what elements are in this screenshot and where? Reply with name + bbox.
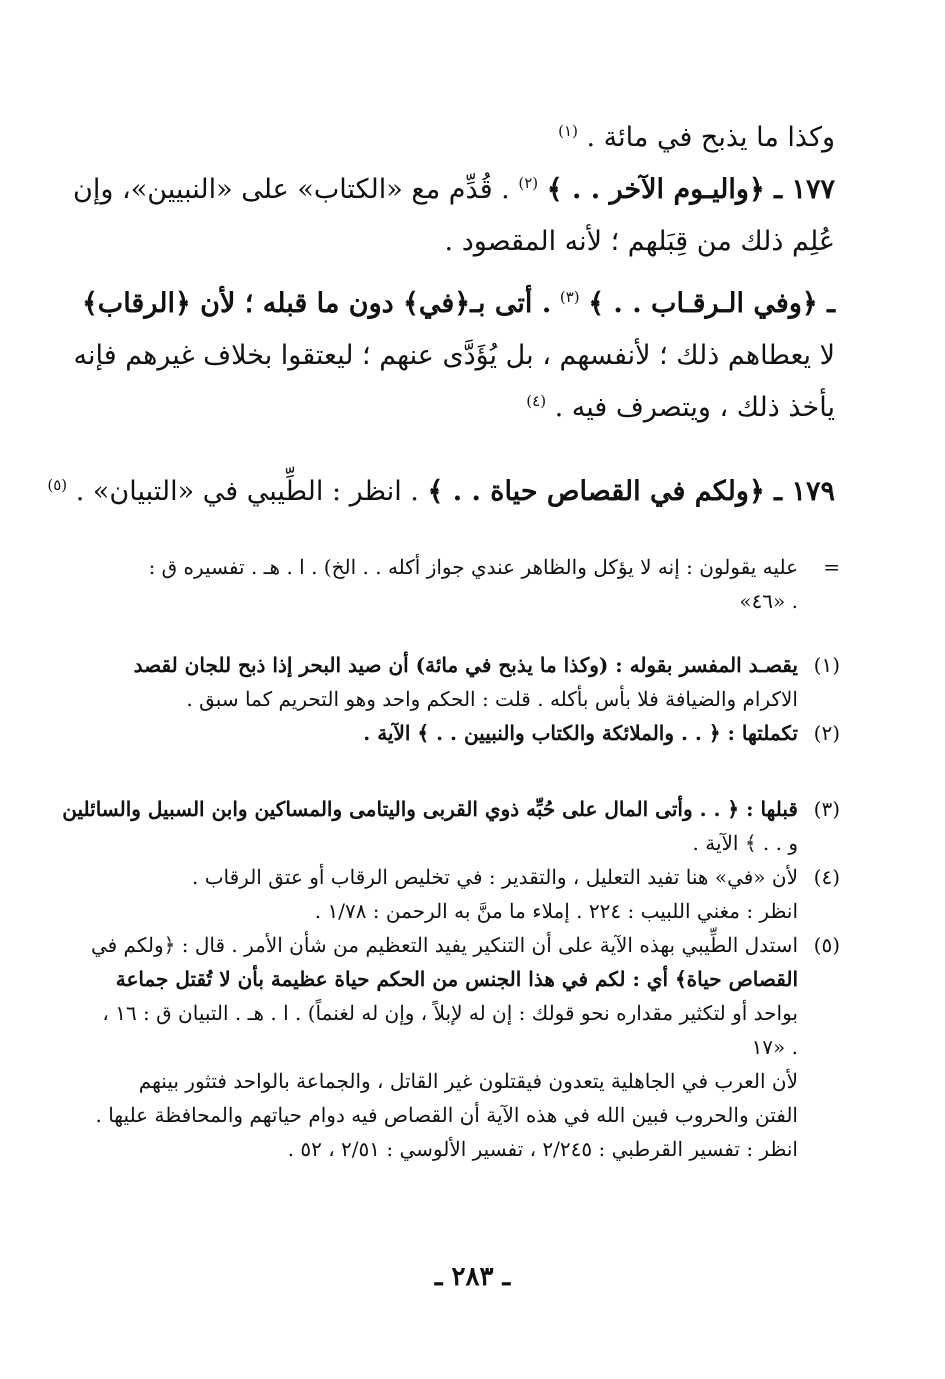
- footnote-ref-5[interactable]: (٥): [47, 476, 68, 494]
- footnote-3-number: (٣): [813, 797, 840, 821]
- footnotes-3-5: [62, 792, 840, 1166]
- footnotes-1-2: [100, 648, 840, 750]
- main-line-1: وكذا ما يذبح في مائة . $^{(١)}$: [558, 122, 835, 153]
- footnote-5-continued: لأن العرب في الجاهلية يتعدون فيقتلون غير القاتل ، والجماعة بالواحد فتثور بينهم الفتن والحروب فبين الله في هذه الآية أن القصاص فيه دوام حياتهم والمحافظة عليها . انظر : تفسير القرطبي : ٢/٢٤٥ ، تفسير الألوسي : ٢/٥١ ، ٥٢ .: [95, 1069, 798, 1161]
- verse-177-heading: ١٧٧ ـ ﴿واليـوم الآخر . . ﴾: [546, 174, 835, 205]
- footnote-2: (٢) تكملتها : ﴿ . . والملائكة والكتاب والنبيين . . ﴾ الآية .: [100, 716, 840, 750]
- verse-177-line-1: ١٧٧ ـ ﴿واليـوم الآخر . . ﴾ $^{(٢)}$ . قُدِّم مع «الكتاب» على «النبيين»، وإن: [73, 174, 835, 205]
- footnote-2-number: (٢): [813, 721, 840, 745]
- footnote-ref-3[interactable]: (٣): [559, 288, 580, 306]
- footnote-ref-4[interactable]: (٤): [526, 392, 547, 410]
- riqab-line-2: لا يعطاهم ذلك ؛ لأنفسهم ، بل يُؤَدَّى عنهم ؛ ليعتقوا بخلاف غيرهم فإنه: [73, 340, 835, 371]
- riqab-paragraph: [73, 278, 835, 434]
- footnote-1: (١) يقصـد المفسر بقوله : (وكذا ما يذبح في مائة) أن صيد البحر إذا ذبح للجان لقصد الاكرام والضيافة فلا بأس بأكله . قلت : الحكم واحد وهو التحريم كما سبق .: [100, 648, 840, 716]
- riqab-heading: ـ ﴿وفي الـرقـاب . . ﴾: [588, 288, 835, 319]
- riqab-line-1: ـ ﴿وفي الـرقـاب . . ﴾ $^{(٣)}$ . أتى بـ﴿في﴾ دون ما قبله ؛ لأن ﴿الرقاب﴾: [81, 288, 835, 319]
- footnote-3: (٣) قبلها : ﴿ . . وأتى المال على حُبِّه ذوي القربى واليتامى والمساكين وابن السبيل والسائلين و . . ﴾ الآية .: [100, 792, 840, 860]
- main-text: [73, 112, 835, 268]
- verse-177-line-2: عُلِم ذلك من قِبَلهم ؛ لأنه المقصود .: [444, 226, 835, 257]
- riqab-line-3: يأخذ ذلك ، ويتصرف فيه . $^{(٤)}$: [526, 392, 835, 423]
- footnote-ref-2[interactable]: (٢): [518, 174, 539, 192]
- verse-179-paragraph: [47, 466, 835, 518]
- footnote-continuation: = عليه يقولون : إنه لا يؤكل والظاهر عندي جواز أكله . . الخ) . ا . هـ . تفسيره ق : . «٤٦»: [100, 550, 840, 618]
- verse-179-heading: ١٧٩ ـ ﴿ولكم في القصاص حياة . . ﴾: [427, 476, 835, 507]
- footnote-5: (٥) استدل الطِّيبي بهذه الآية على أن التنكير يفيد التعظيم من شأن الأمر . قال : ﴿ولكم في القصاص حياة﴾ أي : لكم في هذا الجنس من الحكم حياة عظيمة بأن لا تُقتل جماعة بواحد أو لتكثير مقداره نحو قولك : إن له لإبلاً ، وإن له لغنماً) . ا . هـ . التبيان ق : ١٦ ، . «١٧: [100, 928, 840, 1064]
- footnotes-continued: [100, 550, 840, 618]
- footnote-ref-1[interactable]: (١): [558, 122, 578, 140]
- footnote-5-number: (٥): [813, 933, 840, 957]
- footnote-1-number: (١): [813, 653, 840, 677]
- footnote-4: (٤) لأن «في» هنا تفيد التعليل ، والتقدير : في تخليص الرقاب أو عتق الرقاب . انظر : مغني اللبيب : ٢٢٤ . إملاء ما منَّ به الرحمن : ١/٧٨ .: [100, 860, 840, 928]
- page-number: ـ ٢٨٣ ـ: [434, 1262, 511, 1292]
- continuation-mark: =: [823, 555, 840, 579]
- footnote-4-number: (٤): [813, 865, 840, 889]
- verse-179-line: ١٧٩ ـ ﴿ولكم في القصاص حياة . . ﴾ . انظر : الطِّيبي في «التبيان» . $^{(٥)}$: [47, 476, 835, 507]
